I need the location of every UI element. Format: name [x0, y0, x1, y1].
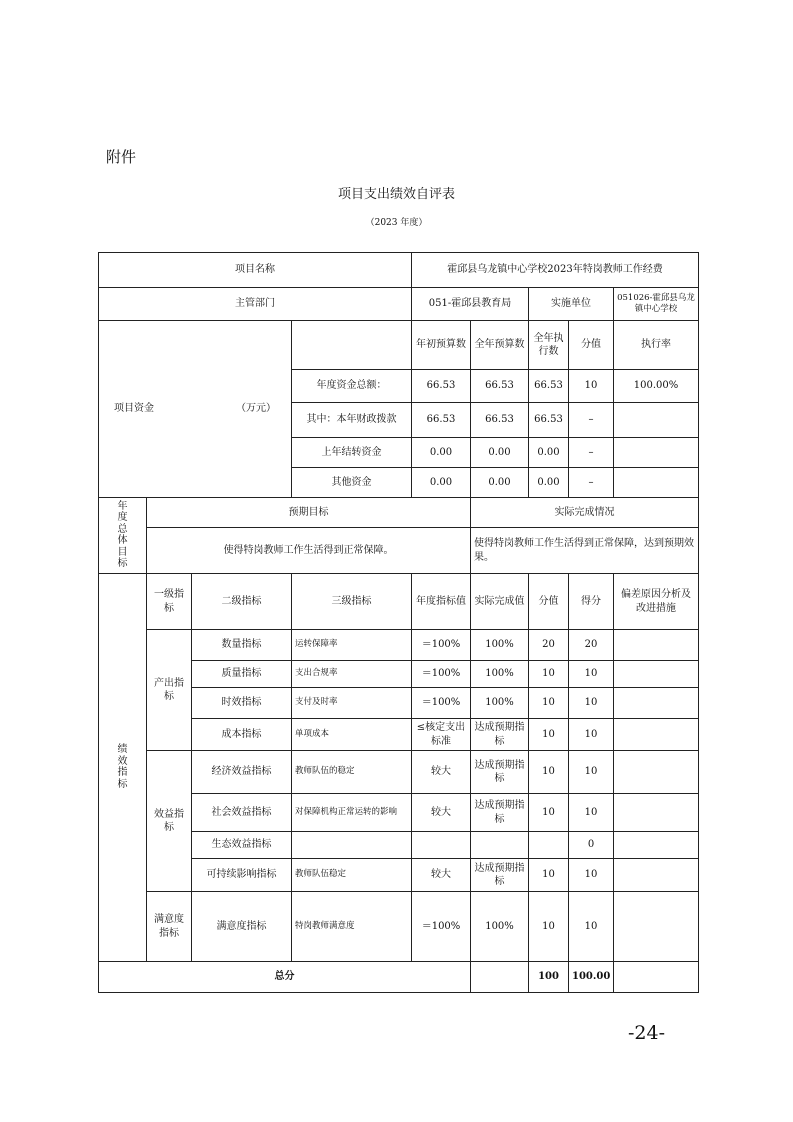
level2-indicator: 质量指标 [192, 661, 292, 688]
actual-value: 100% [471, 661, 529, 688]
page-number: -24- [628, 1022, 666, 1044]
indicator-header: 一级指标 [147, 574, 192, 630]
target-value: ＝100% [412, 630, 471, 661]
indicator-score: 10 [569, 661, 614, 688]
funds-annual: 66.53 [471, 403, 529, 438]
funds-rate [614, 438, 699, 468]
level2-indicator: 时效指标 [192, 688, 292, 719]
indicator-header: 年度指标值 [412, 574, 471, 630]
indicator-header: 二级指标 [192, 574, 292, 630]
indicator-header: 三级指标 [292, 574, 412, 630]
goals-label: 年度总体目标 [117, 500, 128, 569]
indicator-score: 10 [569, 751, 614, 794]
dept-label: 主管部门 [99, 288, 412, 321]
unit-label: 实施单位 [529, 288, 614, 321]
target-value: 较大 [412, 794, 471, 832]
indicator-score: 10 [569, 719, 614, 751]
deviation-reason [614, 661, 699, 688]
target-value [412, 832, 471, 859]
goals-content-row [99, 528, 699, 574]
target-value: ＝100% [412, 661, 471, 688]
level3-indicator: 教师队伍的稳定 [292, 751, 412, 794]
indicators-label: 绩效指标 [117, 744, 128, 790]
total-score: 100.00 [569, 962, 614, 993]
actual-value: 达成预期指标 [471, 751, 529, 794]
deviation-reason [614, 751, 699, 794]
funds-row-name: 上年结转资金 [292, 438, 412, 468]
funds-initial: 0.00 [412, 468, 471, 498]
level2-indicator: 满意度指标 [192, 892, 292, 962]
indicator-score: 10 [569, 892, 614, 962]
funds-initial: 0.00 [412, 438, 471, 468]
funds-label: 项目资金 [114, 403, 154, 415]
level1-indicator: 满意度指标 [147, 892, 192, 962]
goals-header-row [99, 498, 699, 528]
level2-indicator: 数量指标 [192, 630, 292, 661]
funds-annual: 0.00 [471, 438, 529, 468]
deviation-reason [614, 688, 699, 719]
deviation-reason [614, 859, 699, 892]
funds-initial: 66.53 [412, 370, 471, 403]
actual-value: 100% [471, 688, 529, 719]
level3-indicator: 单项成本 [292, 719, 412, 751]
level2-indicator: 成本指标 [192, 719, 292, 751]
expected-goal: 使得特岗教师工作生活得到正常保障。 [147, 528, 471, 574]
funds-executed: 66.53 [529, 370, 569, 403]
funds-rate [614, 403, 699, 438]
indicator-score-value: 10 [529, 688, 569, 719]
funds-row-name: 其中：本年财政拨款 [292, 403, 412, 438]
evaluation-table [98, 252, 699, 993]
year-label: （2023 年度） [365, 218, 428, 228]
level3-indicator: 运转保障率 [292, 630, 412, 661]
indicator-header: 偏差原因分析及改进措施 [614, 574, 699, 630]
deviation-reason [614, 719, 699, 751]
level3-indicator: 教师队伍稳定 [292, 859, 412, 892]
indicator-score: 10 [569, 859, 614, 892]
project-name-label: 项目名称 [99, 253, 412, 288]
level3-indicator [292, 832, 412, 859]
funds-executed: 66.53 [529, 403, 569, 438]
indicator-row [99, 751, 699, 794]
funds-annual: 66.53 [471, 370, 529, 403]
expected-label: 预期目标 [147, 498, 471, 528]
indicator-score: 10 [569, 688, 614, 719]
total-row [99, 962, 699, 993]
total-blank [471, 962, 529, 993]
deviation-reason [614, 832, 699, 859]
indicator-header-row [99, 574, 699, 630]
deviation-reason [614, 794, 699, 832]
level3-indicator: 特岗教师满意度 [292, 892, 412, 962]
funds-header-row [99, 321, 699, 370]
indicator-score: 10 [569, 794, 614, 832]
funds-rate: 100.00% [614, 370, 699, 403]
indicator-score-value: 10 [529, 719, 569, 751]
actual-goal: 使得特岗教师工作生活得到正常保障，达到预期效果。 [471, 528, 699, 574]
indicator-score-value: 10 [529, 794, 569, 832]
indicator-row [99, 892, 699, 962]
indicator-score-value: 10 [529, 859, 569, 892]
funds-header: 全年预算数 [471, 321, 529, 370]
indicator-score-value: 10 [529, 892, 569, 962]
attachment-label: 附件 [106, 148, 137, 166]
actual-value: 100% [471, 630, 529, 661]
funds-executed: 0.00 [529, 468, 569, 498]
funds-score-value: – [569, 438, 614, 468]
indicator-score-value [529, 832, 569, 859]
project-name-value: 霍邱县乌龙镇中心学校2023年特岗教师工作经费 [412, 253, 699, 288]
level1-indicator: 产出指标 [147, 630, 192, 751]
funds-row-name: 年度资金总额： [292, 370, 412, 403]
level2-indicator: 可持续影响指标 [192, 859, 292, 892]
level3-indicator: 对保障机构正常运转的影响 [292, 794, 412, 832]
indicator-header: 得分 [569, 574, 614, 630]
project-name-row [99, 253, 699, 288]
indicator-header: 实际完成值 [471, 574, 529, 630]
funds-initial: 66.53 [412, 403, 471, 438]
actual-value: 达成预期指标 [471, 859, 529, 892]
level2-indicator: 经济效益指标 [192, 751, 292, 794]
level3-indicator: 支出合规率 [292, 661, 412, 688]
total-score-value: 100 [529, 962, 569, 993]
deviation-reason [614, 892, 699, 962]
actual-value: 100% [471, 892, 529, 962]
level1-indicator: 效益指标 [147, 751, 192, 892]
target-value: 较大 [412, 859, 471, 892]
funds-header: 分值 [569, 321, 614, 370]
funds-score-value: – [569, 403, 614, 438]
level3-indicator: 支付及时率 [292, 688, 412, 719]
dept-value: 051-霍邱县教育局 [412, 288, 529, 321]
funds-score-value: – [569, 468, 614, 498]
actual-label: 实际完成情况 [471, 498, 699, 528]
funds-score-value: 10 [569, 370, 614, 403]
funds-annual: 0.00 [471, 468, 529, 498]
funds-rate [614, 468, 699, 498]
funds-header: 执行率 [614, 321, 699, 370]
actual-value: 达成预期指标 [471, 719, 529, 751]
funds-unit: （万元） [236, 403, 276, 415]
unit-value: 051026-霍邱县乌龙镇中心学校 [614, 288, 699, 321]
total-reason [614, 962, 699, 993]
indicators-label-cell [99, 574, 147, 962]
funds-executed: 0.00 [529, 438, 569, 468]
level2-indicator: 社会效益指标 [192, 794, 292, 832]
page-title: 项目支出绩效自评表 [337, 187, 455, 202]
goals-label-cell [99, 498, 147, 574]
department-row [99, 288, 699, 321]
indicator-score-value: 20 [529, 630, 569, 661]
level2-indicator: 生态效益指标 [192, 832, 292, 859]
funds-header-blank [292, 321, 412, 370]
target-value: 较大 [412, 751, 471, 794]
target-value: ＝100% [412, 688, 471, 719]
funds-row-name: 其他资金 [292, 468, 412, 498]
funds-label-cell [99, 321, 292, 498]
funds-header: 全年执行数 [529, 321, 569, 370]
deviation-reason [614, 630, 699, 661]
indicator-score-value: 10 [529, 661, 569, 688]
indicator-score-value: 10 [529, 751, 569, 794]
indicator-header: 分值 [529, 574, 569, 630]
indicator-row [99, 630, 699, 661]
target-value: ≤核定支出标准 [412, 719, 471, 751]
funds-header: 年初预算数 [412, 321, 471, 370]
indicator-score: 20 [569, 630, 614, 661]
target-value: ＝100% [412, 892, 471, 962]
total-label: 总分 [99, 962, 471, 993]
actual-value [471, 832, 529, 859]
indicator-score: 0 [569, 832, 614, 859]
actual-value: 达成预期指标 [471, 794, 529, 832]
